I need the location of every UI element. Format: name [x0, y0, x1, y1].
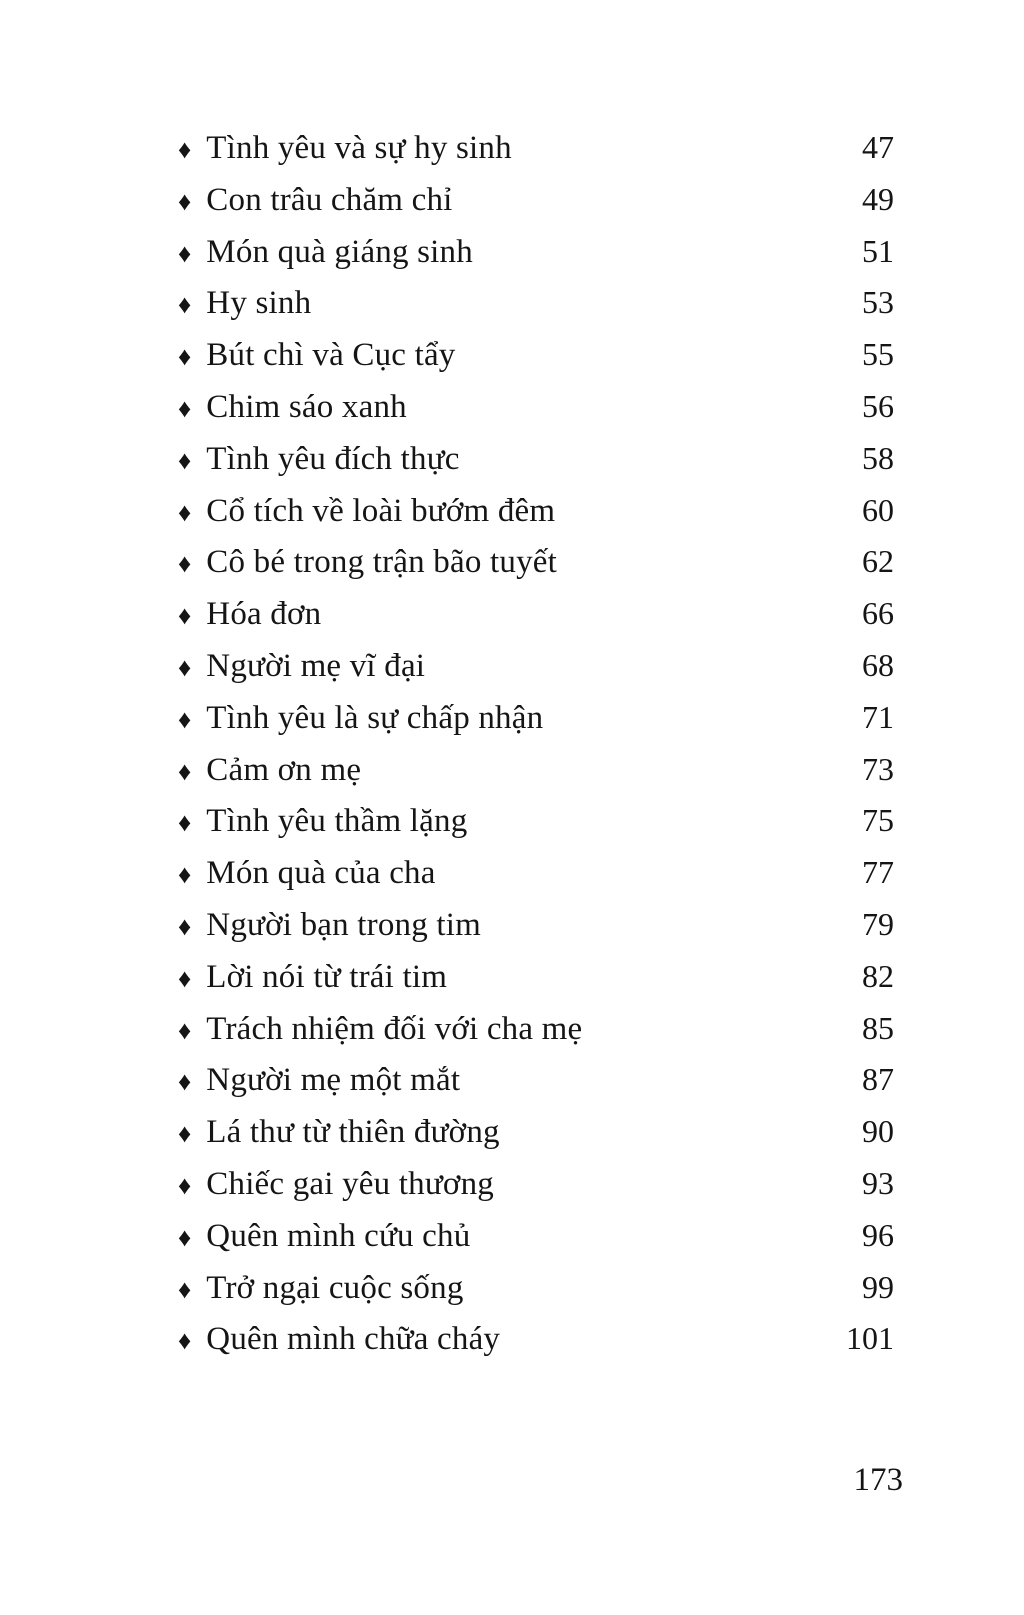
toc-entry: [178, 847, 894, 899]
toc-entry-title: Chim sáo xanh: [206, 388, 407, 425]
toc-entry-page-number: 75: [862, 802, 894, 839]
toc-entry-title: Chiếc gai yêu thương: [206, 1165, 494, 1202]
toc-entry-page-number: 53: [862, 284, 894, 321]
toc-entry-title: Cổ tích về loài bướm đêm: [206, 492, 556, 529]
toc-entry-page-number: 66: [862, 595, 894, 632]
toc-entry-title: Cảm ơn mẹ: [206, 751, 362, 788]
toc-entry: [178, 485, 894, 537]
toc-entry: [178, 1313, 894, 1365]
toc-entry-title: Trách nhiệm đối với cha mẹ: [206, 1010, 583, 1047]
diamond-bullet-icon: ♦: [178, 652, 192, 682]
toc-entry-left: [178, 175, 453, 228]
toc-entry-page-number: 47: [862, 129, 894, 165]
toc-entry-title: Hóa đơn: [206, 596, 322, 633]
toc-entry-left: [178, 227, 473, 280]
toc-entry-title: Bút chì và Cục tẩy: [206, 337, 456, 374]
toc-entry-left: [178, 693, 543, 746]
toc-entry-page-number: 96: [862, 1216, 894, 1253]
toc-entry-left: [178, 486, 555, 539]
toc-entry-left: [178, 745, 361, 798]
toc-entry: [178, 122, 894, 174]
diamond-bullet-icon: ♦: [178, 238, 192, 268]
toc-entry-title: Người bạn trong tim: [206, 906, 481, 943]
toc-entry: [178, 795, 894, 847]
toc-entry-page-number: 49: [862, 180, 894, 217]
toc-entry: [178, 433, 894, 485]
toc-entry: [178, 640, 894, 692]
diamond-bullet-icon: ♦: [178, 549, 192, 579]
toc-entry: [178, 1262, 894, 1314]
toc-entry-page-number: 62: [862, 543, 894, 580]
toc-entry-title: Lời nói từ trái tim: [206, 958, 448, 995]
toc-entry: [178, 1106, 894, 1158]
toc-entry-left: [178, 434, 460, 487]
diamond-bullet-icon: ♦: [178, 911, 192, 941]
toc-entry-left: [178, 641, 425, 694]
toc-entry: [178, 1003, 894, 1055]
diamond-bullet-icon: ♦: [178, 601, 192, 631]
toc-entry-page-number: 99: [862, 1268, 894, 1305]
toc-entry-page-number: 79: [862, 905, 894, 942]
toc-entry-page-number: 90: [862, 1113, 894, 1150]
diamond-bullet-icon: ♦: [178, 1274, 192, 1304]
toc-entry-title: Lá thư từ thiên đường: [206, 1114, 500, 1151]
toc-entry: [178, 951, 894, 1003]
toc-entry-left: [178, 382, 407, 435]
toc-entry: [178, 1054, 894, 1106]
toc-entry: [178, 174, 894, 226]
toc-entry-left: [178, 1211, 470, 1264]
toc-entry-left: [178, 900, 481, 953]
toc-entry-left: [178, 952, 447, 1005]
toc-entry-page-number: 93: [862, 1164, 894, 1201]
toc-entry: [178, 381, 894, 433]
toc-entry-title: Hy sinh: [206, 285, 312, 322]
toc-entry-title: Món quà của cha: [206, 855, 436, 892]
toc-entry-left: [178, 589, 321, 642]
toc-entry: [178, 277, 894, 329]
diamond-bullet-icon: ♦: [178, 1119, 192, 1149]
diamond-bullet-icon: ♦: [178, 342, 192, 372]
toc-entry: [178, 588, 894, 640]
toc-entry-title: Quên mình cứu chủ: [206, 1217, 471, 1254]
toc-entry-page-number: 60: [862, 491, 894, 528]
table-of-contents: [178, 122, 894, 1365]
toc-entry: [178, 1158, 894, 1210]
toc-entry-title: Tình yêu và sự hy sinh: [206, 130, 512, 166]
toc-entry-page-number: 77: [862, 854, 894, 891]
toc-entry: [178, 329, 894, 381]
toc-entry-page-number: 101: [846, 1320, 894, 1357]
toc-entry-page-number: 51: [862, 232, 894, 269]
toc-entry: [178, 899, 894, 951]
toc-entry-left: [178, 123, 512, 176]
toc-entry: [178, 744, 894, 796]
diamond-bullet-icon: ♦: [178, 1170, 192, 1200]
toc-entry-page-number: 58: [862, 439, 894, 476]
toc-entry-left: [178, 1263, 464, 1316]
toc-entry-page-number: 55: [862, 336, 894, 373]
toc-entry-title: Cô bé trong trận bão tuyết: [206, 544, 557, 581]
toc-entry-left: [178, 1314, 500, 1367]
diamond-bullet-icon: ♦: [178, 756, 192, 786]
diamond-bullet-icon: ♦: [178, 704, 192, 734]
diamond-bullet-icon: ♦: [178, 1326, 192, 1356]
diamond-bullet-icon: ♦: [178, 860, 192, 890]
toc-entry-title: Tình yêu thầm lặng: [206, 803, 468, 840]
toc-entry-page-number: 56: [862, 387, 894, 424]
toc-entry: [178, 1210, 894, 1262]
toc-entry-title: Người mẹ một mắt: [206, 1062, 461, 1099]
toc-entry: [178, 536, 894, 588]
toc-entry-title: Con trâu chăm chỉ: [206, 181, 453, 218]
toc-entry-left: [178, 796, 467, 849]
diamond-bullet-icon: ♦: [178, 135, 192, 164]
toc-entry-title: Tình yêu là sự chấp nhận: [206, 699, 544, 736]
toc-entry-left: [178, 848, 436, 901]
toc-entry-title: Người mẹ vĩ đại: [206, 647, 426, 684]
diamond-bullet-icon: ♦: [178, 393, 192, 423]
toc-entry-left: [178, 1107, 500, 1160]
diamond-bullet-icon: ♦: [178, 497, 192, 527]
toc-entry: [178, 226, 894, 278]
diamond-bullet-icon: ♦: [178, 808, 192, 838]
toc-entry-page-number: 87: [862, 1061, 894, 1098]
page-number: 173: [853, 1462, 903, 1498]
toc-entry: [178, 692, 894, 744]
toc-entry-title: Quên mình chữa cháy: [206, 1321, 501, 1358]
toc-entry-left: [178, 330, 456, 383]
toc-entry-title: Trở ngại cuộc sống: [206, 1269, 464, 1306]
toc-entry-page-number: 82: [862, 957, 894, 994]
diamond-bullet-icon: ♦: [178, 963, 192, 993]
toc-entry-page-number: 85: [862, 1009, 894, 1046]
diamond-bullet-icon: ♦: [178, 1067, 192, 1097]
toc-entry-left: [178, 1004, 582, 1057]
toc-entry-left: [178, 1055, 460, 1108]
toc-entry-left: [178, 1159, 494, 1212]
toc-entry-left: [178, 537, 557, 590]
toc-entry-title: Món quà giáng sinh: [206, 233, 473, 270]
diamond-bullet-icon: ♦: [178, 1015, 192, 1045]
toc-entry-left: [178, 278, 311, 331]
diamond-bullet-icon: ♦: [178, 1222, 192, 1252]
toc-entry-page-number: 68: [862, 646, 894, 683]
diamond-bullet-icon: ♦: [178, 445, 192, 475]
toc-entry-page-number: 71: [862, 698, 894, 735]
diamond-bullet-icon: ♦: [178, 290, 192, 320]
toc-entry-page-number: 73: [862, 750, 894, 787]
diamond-bullet-icon: ♦: [178, 186, 192, 216]
toc-entry-title: Tình yêu đích thực: [206, 440, 460, 477]
